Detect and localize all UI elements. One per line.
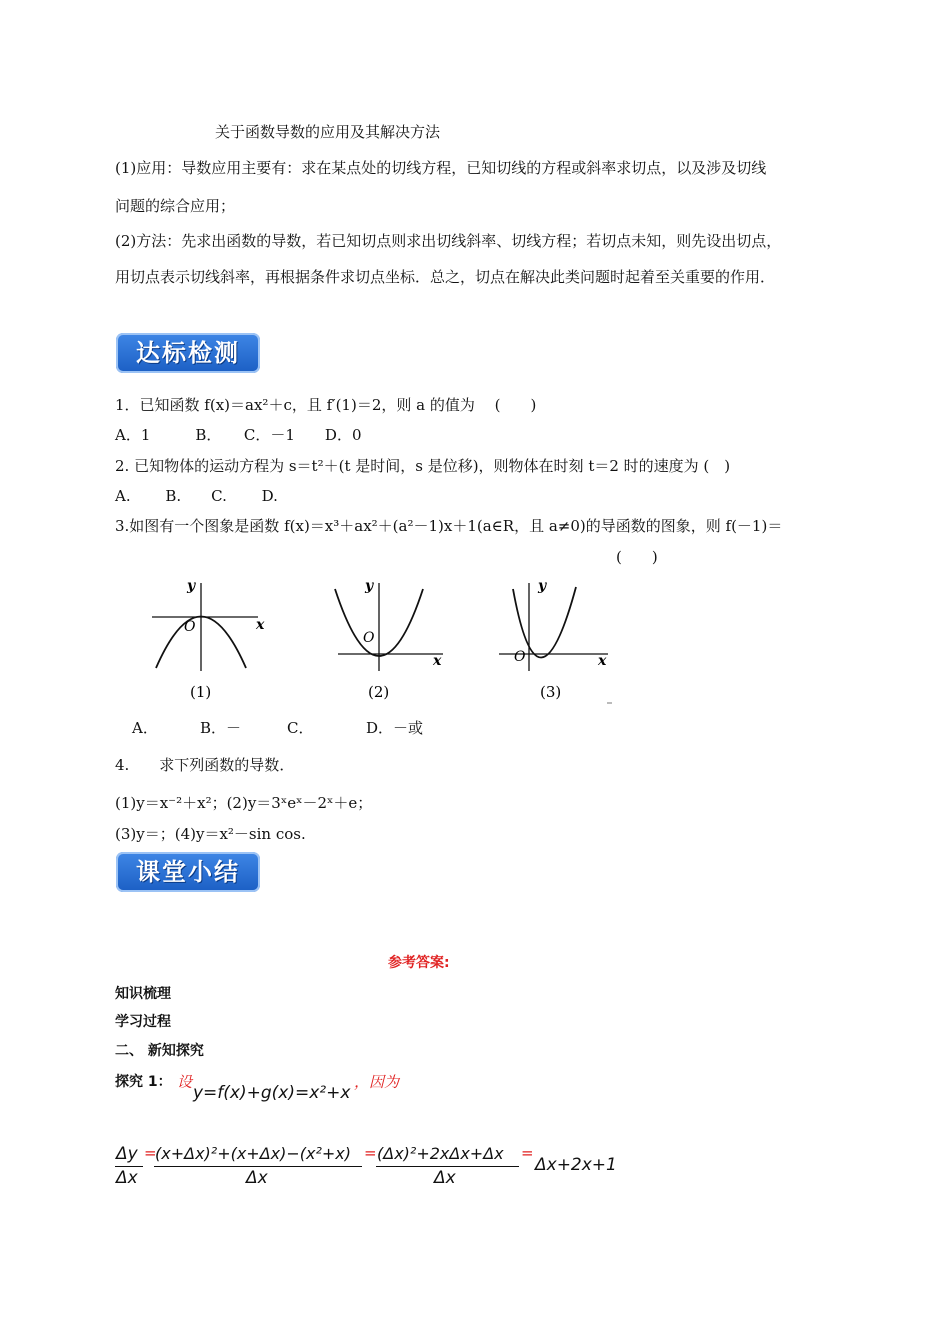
x-axis-label: x [598, 653, 607, 669]
origin-label: O [184, 619, 196, 635]
result: Δx+2x+1 [535, 1155, 617, 1175]
x-axis-label: x [433, 653, 442, 669]
q3-text: 3.如图有一个图象是函数 f(x)＝x³＋ax²＋(a²－1)x＋1(a∈R，且 a≠0)的导函数的图象，则 f(－1)＝ [115, 517, 783, 535]
y-axis-label: y [538, 578, 547, 594]
graph-figure-2 [328, 575, 458, 709]
graph-figure-1 [148, 575, 278, 709]
q1-options: A．1 B． C．－1 D．0 [115, 426, 362, 444]
section-process: 学习过程 [115, 1014, 171, 1030]
graph-figure-3 [493, 575, 623, 709]
q1-text: 1．已知函数 f(x)＝ax²＋c，且 f′(1)＝2，则 a 的值为 ( ) [115, 396, 537, 414]
answers-heading: 参考答案: [388, 955, 450, 971]
intro-p1-line1: (1)应用：导数应用主要有：求在某点处的切线方程，已知切线的方程或斜率求切点，以及涉及切线 [115, 159, 767, 177]
q2-options: A. B. C. D. [115, 487, 278, 505]
yinwei-text: ，因为 [354, 1073, 400, 1091]
origin-label: O [514, 649, 526, 665]
figure-label-2: (2) [368, 683, 390, 701]
figure-label-3: (3) [540, 683, 562, 701]
intro-p2-line2: 用切点表示切线斜率，再根据条件求切点坐标．总之，切点在解决此类问题时起着至关重要的作用． [115, 268, 776, 286]
badge-summary: 课堂小结 [116, 852, 260, 892]
q3-option-b: B．－ [200, 719, 242, 737]
frac3-numerator: (Δx)²+2xΔx+Δx [377, 1144, 504, 1163]
frac1-denominator: Δx [116, 1168, 138, 1188]
equal-sign-2: = [364, 1144, 377, 1162]
frac2-denominator: Δx [246, 1168, 268, 1188]
frac2-bar [154, 1166, 362, 1167]
she-text: 设 [177, 1073, 193, 1091]
origin-label: O [363, 630, 375, 646]
equation-1: y=f(x)+g(x)=x²+x [193, 1083, 351, 1103]
y-axis-label: y [365, 578, 374, 594]
frac1-bar [115, 1166, 143, 1167]
q3-paren: ( ) [616, 548, 658, 566]
q3-option-c: C． [287, 719, 314, 737]
q4-text: 4. 求下列函数的导数． [115, 756, 295, 774]
x-axis-label: x [256, 617, 265, 633]
figure-label-1: (1) [190, 683, 212, 701]
frac3-denominator: Δx [434, 1168, 456, 1188]
intro-p2-line1: (2)方法：先求出函数的导数，若已知切点则求出切线斜率、切线方程；若切点未知，则先设出切点， [115, 232, 782, 250]
q3-option-a: A． [132, 719, 158, 737]
frac1-numerator: Δy [116, 1144, 138, 1164]
intro-title: 关于函数导数的应用及其解决方法 [215, 123, 441, 141]
equal-sign-3: = [521, 1144, 534, 1162]
q4-line1: (1)y＝x⁻²＋x²；(2)y＝3ˣeˣ－2ˣ＋e； [115, 794, 373, 812]
explore-label: 探究 1： [115, 1074, 172, 1090]
section-explore: 二、 新知探究 [115, 1043, 204, 1059]
intro-p1-line2: 问题的综合应用； [115, 197, 236, 215]
q2-text: 2. 已知物体的运动方程为 s＝t²＋(t 是时间，s 是位移)，则物体在时刻 t＝2 时的速度为 ( ) [115, 457, 731, 475]
y-axis-label: y [187, 578, 196, 594]
frac3-bar [376, 1166, 519, 1167]
section-knowledge: 知识梳理 [115, 986, 171, 1002]
badge-check: 达标检测 [116, 333, 260, 373]
q4-line2: (3)y＝；(4)y＝x²－sin cos. [115, 825, 306, 843]
equal-sign-1: = [144, 1144, 157, 1162]
frac2-numerator: (x+Δx)²+(x+Δx)−(x²+x) [155, 1144, 352, 1163]
q3-option-d: D．－或 [366, 719, 424, 737]
